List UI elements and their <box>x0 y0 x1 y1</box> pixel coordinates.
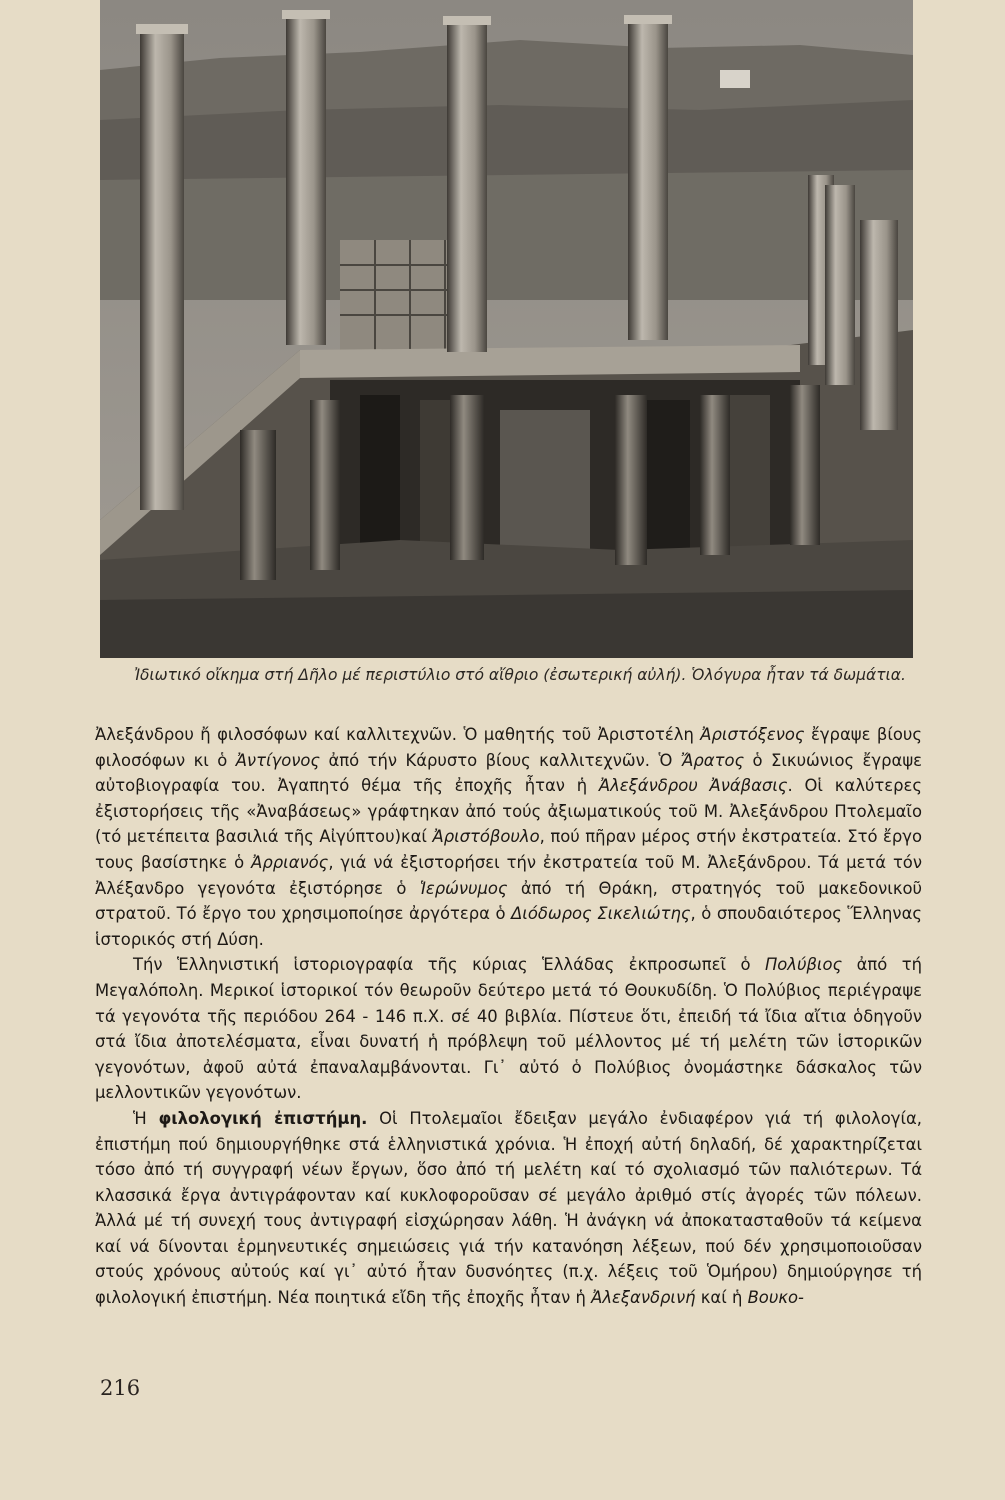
ruins-photograph <box>100 0 913 658</box>
photo-caption: Ἰδιωτικό οἴκημα στή Δῆλο μέ περιστύλιο στό αἴθριο (ἐσωτερική αὐλή). Ὁλόγυρα ἦταν τά δωμάτια. <box>134 666 906 684</box>
paragraph-polybius: Τήν Ἑλληνιστική ἱστοριογραφία τῆς κύριας Ἑλλάδας ἐκπροσωπεῖ ὁ Πολύβιος ἀπό τή Μεγαλόπολη. Μερικοί ἱστορικοί τόν θεωροῦν δεύτερο μετά τό Θουκυδίδη. Ὁ Πολύβιος περιέγραψε τά γεγονότα τῆς περιόδου 264 - 146 π.Χ. σέ 40 βιβλία. Πίστευε ὅτι, ἐπειδή τά ἴδια αἴτια ὁδηγοῦν στά ἴδια ἀποτελέσματα, εἶναι δυνατή ἡ πρόβλεψη τοῦ μέλλοντος μέ τή μελέτη τῶν ἱστορικῶν γεγονότων, ἀφοῦ αὐτά ἐπαναλαμβάνονται. Γι᾽ αὐτό ὁ Πολύβιος ὀνομάστηκε δάσκαλος τῶν μελλοντικῶν γεγονότων. <box>95 955 922 1103</box>
paragraph-hellenistic-biography: Ἀλεξάνδρου ἤ φιλοσόφων καί καλλιτεχνῶν. Ὁ μαθητής τοῦ Ἀριστοτέλη Ἀριστόξενος ἔγραψε βίους φιλοσόφων κι ὁ Ἀντίγονος ἀπό τήν Κάρυστο βίους καλλιτεχνῶν. Ὁ Ἄρατος ὁ Σικυώνιος ἔγραψε αὐτοβιογραφία του. Ἀγαπητό θέμα τῆς ἐποχῆς ἦταν ἡ Ἀλεξάνδρου Ἀνάβασις. Οἱ καλύτερες ἐξιστορήσεις τῆς «Ἀναβάσεως» γράφτηκαν ἀπό τούς ἀξιωματικούς τοῦ Μ. Ἀλεξάνδρου Πτολεμαῖο (τό μετέπειτα βασιλιά τῆς Αἰγύπτου)καί Ἀριστόβουλο, πού πῆραν μέρος στήν ἐκστρατεία. Στό ἔργο τους βασίστηκε ὁ Ἀρριανός, γιά νά ἐξιστορήσει τήν ἐκστρατεία τοῦ Μ. Ἀλεξάνδρου. Τά μετά τόν Ἀλέξανδρο γεγονότα ἐξιστόρησε ὁ Ἱερώνυμος ἀπό τή Θράκη, στρατηγός τοῦ μακεδονικοῦ στρατοῦ. Τό ἔργο του χρησιμοποίησε ἀργότερα ὁ Διόδωρος Σικελιώτης, ὁ σπουδαιότερος Ἕλληνας ἱστορικός στή Δύση. <box>95 725 923 949</box>
paragraph-philology: Ἡ φιλολογική ἐπιστήμη. Οἱ Πτολεμαῖοι ἔδειξαν μεγάλο ἐνδιαφέρον γιά τή φιλολογία, ἐπιστήμη πού δημιουργήθηκε στά ἑλληνιστικά χρόνια. Ἡ ἐποχή αὐτή δηλαδή, δέ χαρακτηρίζεται τόσο ἀπό τή συγγραφή νέων ἔργων, ὅσο ἀπό τή μελέτη καί τό σχολιασμό τῶν παλιότερων. Τά κλασσικά ἔργα ἀντιγράφονταν καί κυκλοφοροῦσαν σέ μεγάλο ἀριθμό στίς ἀγορές τῶν πόλεων. Ἀλλά μέ τή συνεχή τους ἀντιγραφή εἰσχώρησαν λάθη. Ἡ ἀνάγκη νά ἀποκατασταθοῦν τά κείμενα καί νά δίνονται ἑρμηνευτικές σημειώσεις γιά τήν κατανόηση λέξεων, πού δέν χρησιμοποιοῦσαν στούς χρόνους αὐτούς καί γι᾽ αὐτό ἦταν δυσνόητες (π.χ. λέξεις τοῦ Ὁμήρου) δημιούργησε τή φιλολογική ἐπιστήμη. Νέα ποιητικά εἴδη τῆς ἐποχῆς ἦταν ἡ Ἀλεξανδρινή καί ἡ Βουκο- <box>95 1108 923 1308</box>
delos-house-photo-image <box>100 0 913 658</box>
page-number: 216 <box>100 1376 141 1400</box>
body-text <box>95 722 922 1311</box>
